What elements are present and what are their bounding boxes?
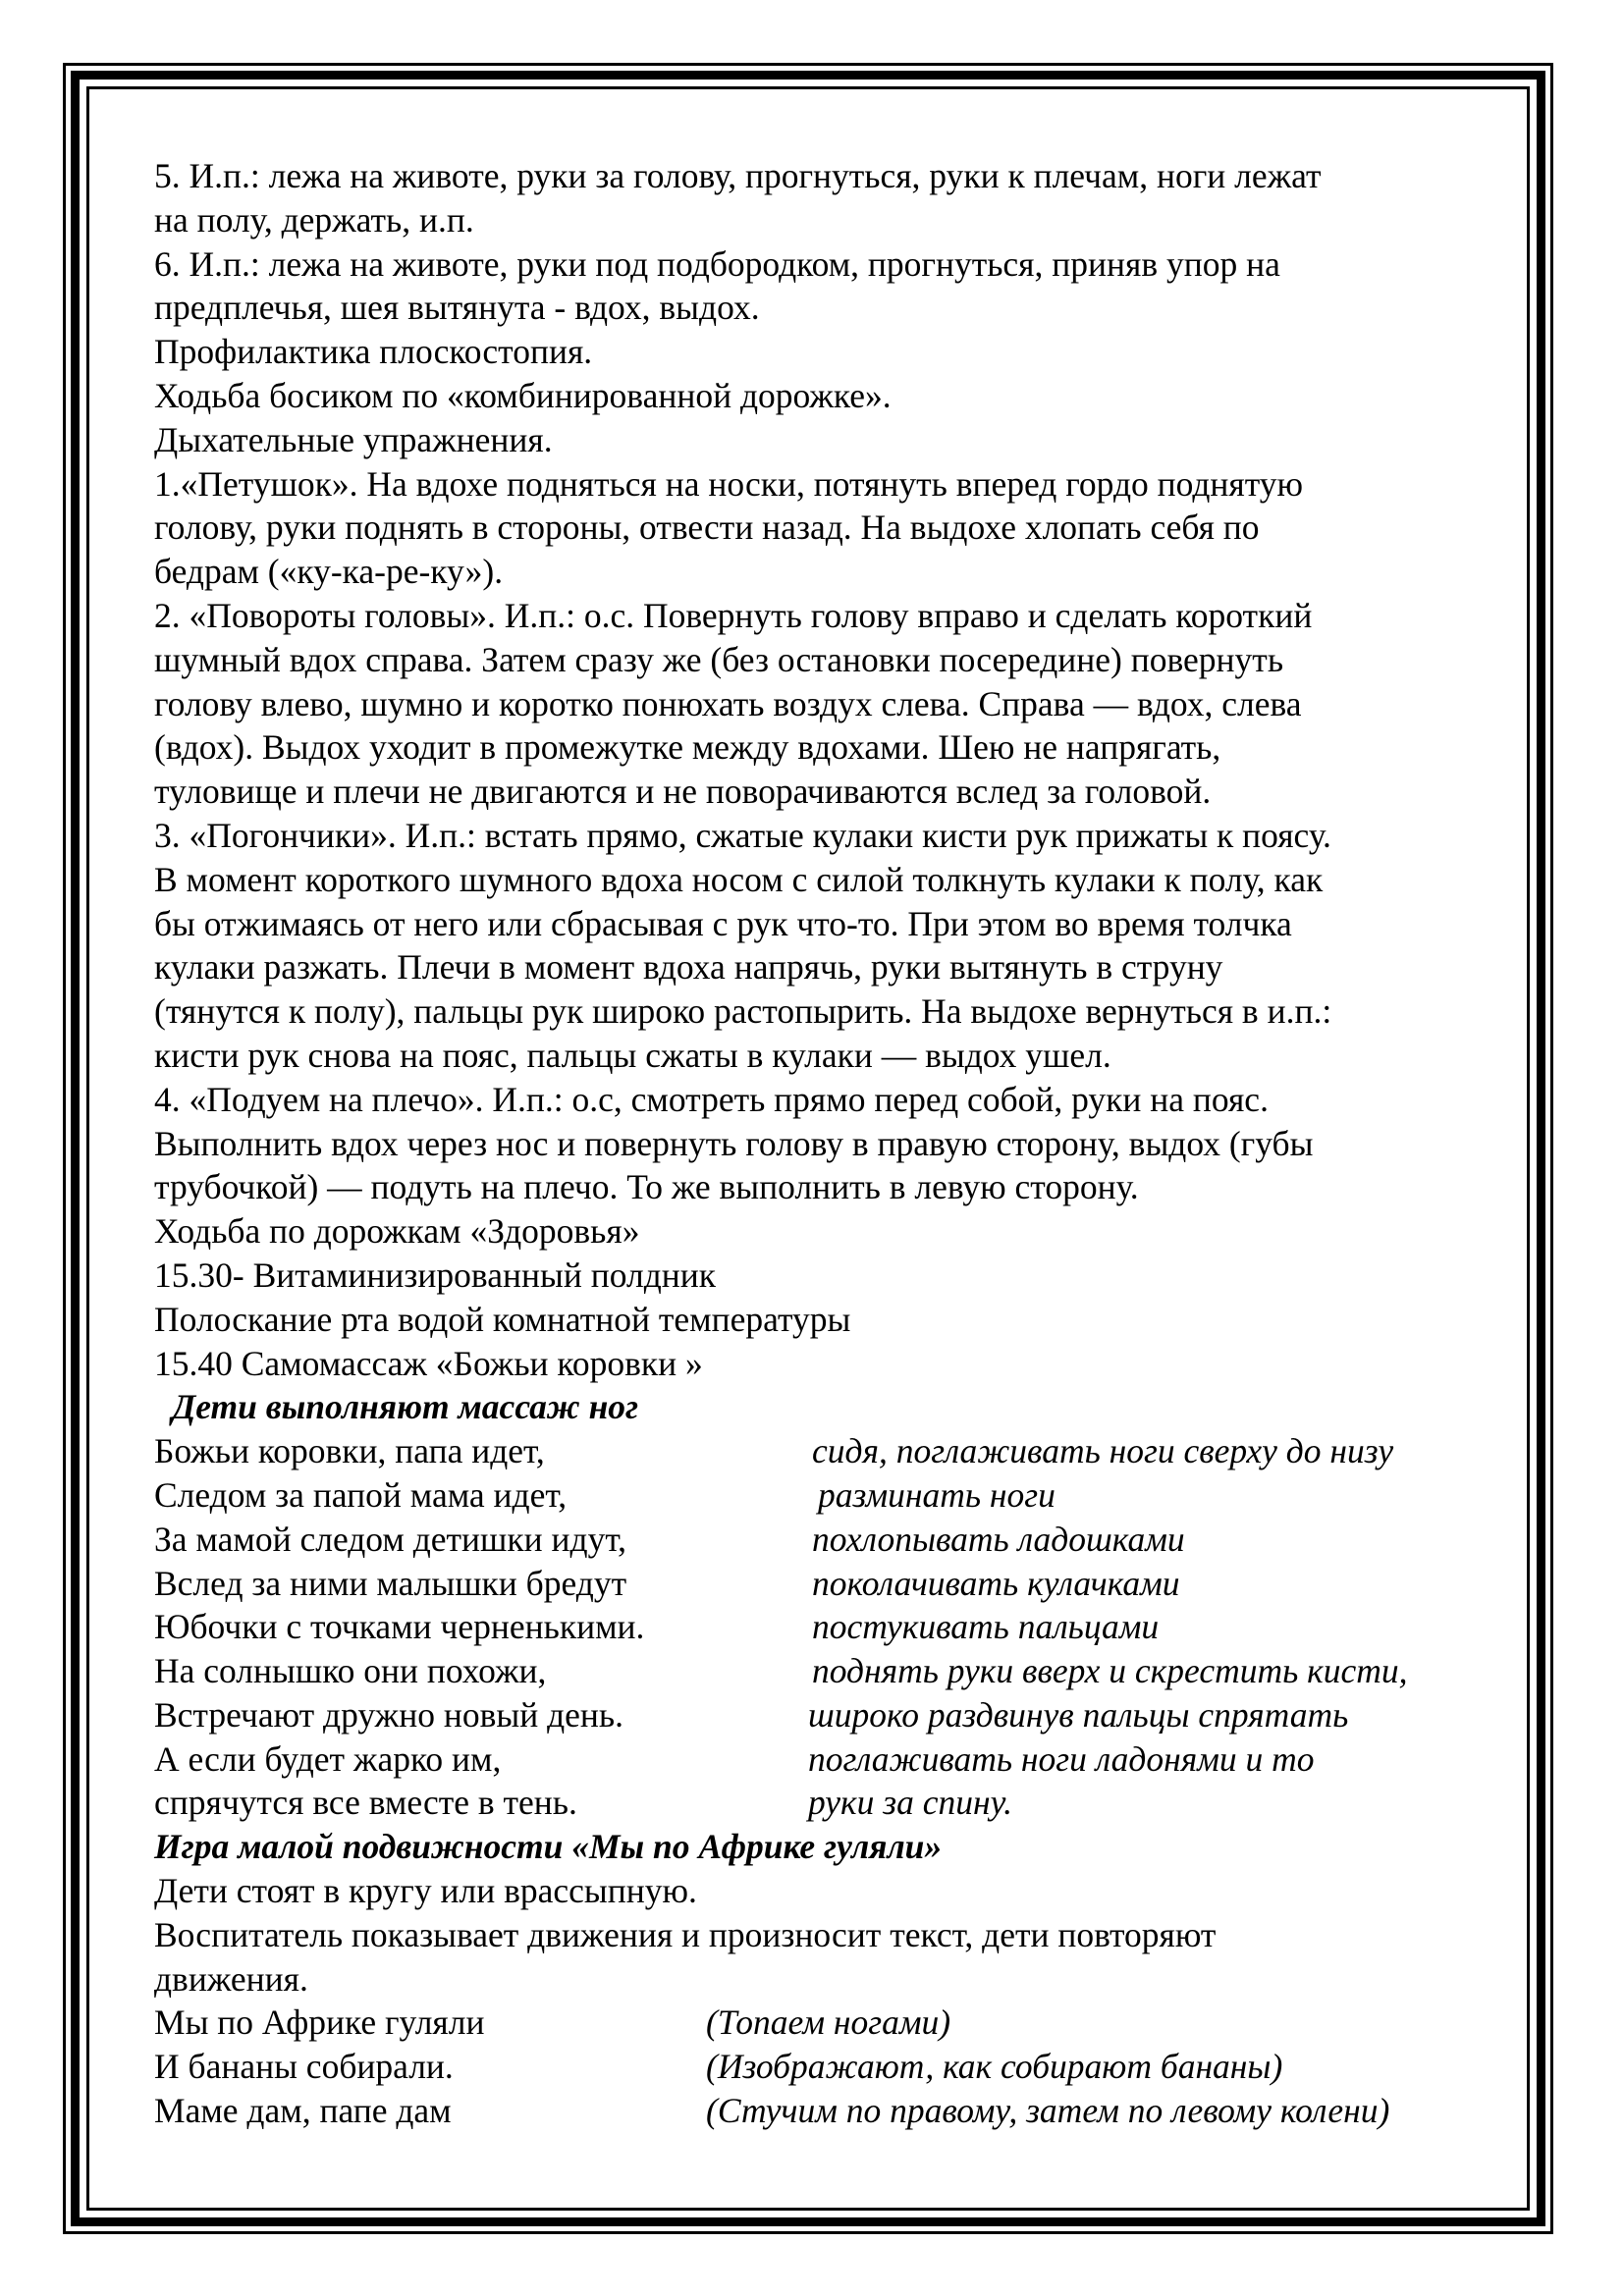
poem-action: широко раздвинув пальцы спрятать: [808, 1694, 1349, 1735]
poem-row: [154, 1518, 1489, 1562]
poem-line: На солнышко они похожи,: [154, 1651, 547, 1691]
text-line: бы отжимаясь от него или сбрасывая с рук что-то. При этом во время толчка: [154, 903, 1292, 943]
game-row: [154, 2001, 1489, 2045]
poem-action: поколачивать кулачками: [812, 1563, 1180, 1603]
text-line: Дети стоят в кругу или врассыпную.: [154, 1871, 697, 1911]
poem-row: [154, 1737, 1489, 1782]
text-line: Профилактика плоскостопия.: [154, 332, 593, 372]
text-line: движения.: [154, 1958, 308, 1999]
text-line: голову, руки поднять в стороны, отвести назад. На выдохе хлопать себя по: [154, 507, 1260, 548]
text-line: Воспитатель показывает движения и произносит текст, дети повторяют: [154, 1914, 1217, 1954]
poem-action: сидя, поглаживать ноги сверху до низу: [812, 1431, 1394, 1471]
poem-row: [154, 1429, 1489, 1473]
text-line: шумный вдох справа. Затем сразу же (без остановки посередине) повернуть: [154, 639, 1284, 679]
poem-line: спрячутся все вместе в тень.: [154, 1783, 577, 1823]
poem-action: поднять руки вверх и скрестить кисти,: [812, 1651, 1408, 1691]
poem-row: [154, 1649, 1489, 1693]
game-action: (Топаем ногами): [706, 2002, 951, 2043]
game-heading: Игра малой подвижности «Мы по Африке гуляли»: [154, 1827, 943, 1867]
poem-row: [154, 1473, 1489, 1518]
game-action: (Стучим по правому, затем по левому колени): [706, 2091, 1390, 2131]
text-line: голову влево, шумно и коротко понюхать воздух слева. Справа — вдох, слева: [154, 683, 1302, 723]
text-line: 5. И.п.: лежа на животе, руки за голову, прогнуться, руки к плечам, ноги лежат: [154, 156, 1322, 195]
massage-heading: Дети выполняют массаж ног: [172, 1387, 639, 1427]
game-action: (Изображают, как собирают бананы): [706, 2047, 1283, 2087]
text-line: 15.40 Самомассаж «Божьи коровки »: [154, 1343, 703, 1383]
text-line: В момент короткого шумного вдоха носом с силой толкнуть кулаки к полу, как: [154, 859, 1324, 899]
text-line: Ходьба босиком по «комбинированной дорожке».: [154, 375, 892, 415]
text-line: 4. «Подуем на плечо». И.п.: о.с, смотреть прямо перед собой, руки на пояс.: [154, 1079, 1269, 1119]
document-body: [154, 154, 1489, 2133]
poem-row: [154, 1781, 1489, 1825]
text-line: Ходьба по дорожкам «Здоровья»: [154, 1211, 640, 1252]
poem-row: [154, 1693, 1489, 1737]
poem-line: Встречают дружно новый день.: [154, 1694, 623, 1735]
poem-line: Божьи коровки, папа идет,: [154, 1431, 545, 1471]
text-line: кулаки разжать. Плечи в момент вдоха напрячь, руки вытянуть в струну: [154, 947, 1223, 988]
text-line: (вдох). Выдох уходит в промежутке между вдохами. Шею не напрягать,: [154, 727, 1221, 768]
text-line: 3. «Погончики». И.п.: встать прямо, сжатые кулаки кисти рук прижаты к поясу.: [154, 815, 1331, 855]
game-row: [154, 2089, 1489, 2133]
text-line: трубочкой) — подуть на плечо. То же выполнить в левую сторону.: [154, 1167, 1139, 1207]
poem-row: [154, 1605, 1489, 1649]
text-line: 15.30- Витаминизированный полдник: [154, 1255, 717, 1295]
poem-action: поглаживать ноги ладонями и то: [808, 1738, 1315, 1779]
game-verses: [154, 2001, 1489, 2132]
game-line: Мы по Африке гуляли: [154, 2002, 485, 2043]
poem-action: руки за спину.: [808, 1783, 1013, 1823]
poem-action: разминать ноги: [818, 1474, 1056, 1515]
poem-action: похлопывать ладошками: [812, 1519, 1185, 1559]
text-line: Дыхательные упражнения.: [154, 419, 553, 459]
poem-line: А если будет жарко им,: [154, 1738, 502, 1779]
poem-row: [154, 1562, 1489, 1606]
text-line: туловище и плечи не двигаются и не поворачиваются вслед за головой.: [154, 772, 1212, 812]
poem-line: Вслед за ними малышки бредут: [154, 1563, 627, 1603]
poem-line: Следом за папой мама идет,: [154, 1474, 568, 1515]
text-line: Полоскание рта водой комнатной температуры: [154, 1299, 851, 1339]
text-line: Выполнить вдох через нос и повернуть голову в правую сторону, выдох (губы: [154, 1123, 1314, 1163]
text-line: на полу, держать, и.п.: [154, 199, 474, 240]
text-line: предплечья, шея вытянута - вдох, выдох.: [154, 288, 760, 328]
text-line: бедрам («ку-ка-ре-ку»).: [154, 552, 504, 592]
poem-line: Юбочки с точками черненькими.: [154, 1607, 645, 1647]
game-line: Маме дам, папе дам: [154, 2091, 452, 2131]
text-line: 6. И.п.: лежа на животе, руки под подбородком, прогнуться, приняв упор на: [154, 243, 1280, 284]
poem-line: За мамой следом детишки идут,: [154, 1519, 627, 1559]
massage-poem: [154, 1429, 1489, 1825]
game-line: И бананы собирали.: [154, 2047, 454, 2087]
text-line: 2. «Повороты головы». И.п.: о.с. Повернуть голову вправо и сделать короткий: [154, 595, 1313, 635]
text-line: кисти рук снова на пояс, пальцы сжаты в кулаки — выдох ушел.: [154, 1035, 1111, 1075]
game-row: [154, 2045, 1489, 2089]
poem-action: постукивать пальцами: [812, 1607, 1160, 1647]
text-line: 1.«Петушок». На вдохе подняться на носки, потянуть вперед гордо поднятую: [154, 463, 1304, 504]
text-line: (тянутся к полу), пальцы рук широко растопырить. На выдохе вернуться в и.п.:: [154, 991, 1332, 1032]
